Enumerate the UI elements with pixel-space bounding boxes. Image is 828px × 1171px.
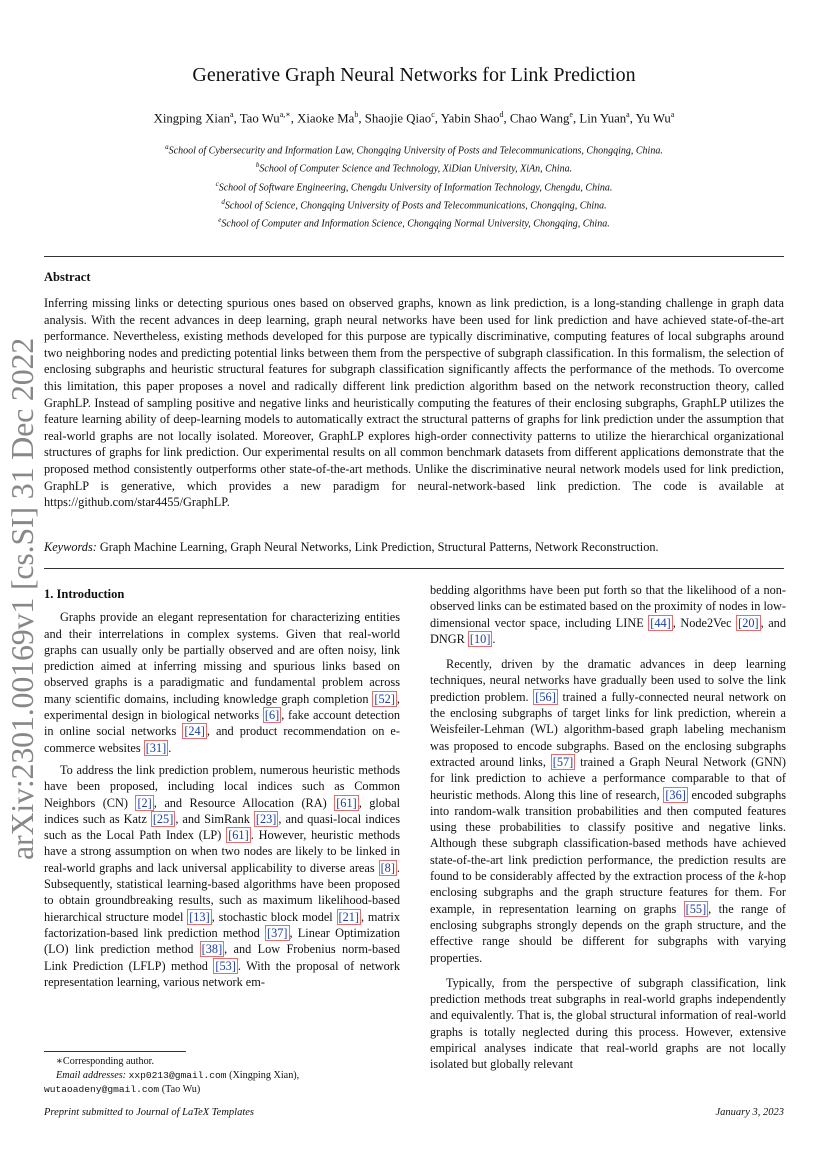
keywords-text: Graph Machine Learning, Graph Neural Networks, Link Prediction, Structural Patterns, Network Reconstruction. bbox=[99, 540, 659, 554]
text-run: , Node2Vec bbox=[672, 615, 737, 630]
abstract-heading: Abstract bbox=[44, 270, 91, 284]
affiliation-text: School of Computer Science and Technology, XiDian University, XiAn, China. bbox=[259, 163, 573, 175]
affiliation-mark: d bbox=[221, 197, 225, 206]
email-label: Email addresses: bbox=[56, 1070, 127, 1081]
citation-link[interactable]: [37] bbox=[267, 925, 288, 940]
paragraph bbox=[430, 656, 786, 966]
citation-link[interactable]: [55] bbox=[685, 901, 707, 916]
citation-link[interactable]: [53] bbox=[215, 958, 236, 973]
text-run: Graphs provide an elegant representation for characterizing entities and their interrelations in complex systems. Given that real-world graphs can usually only be partially observed and are often noisy, link prediction aimed at inferring missing and spurious links based on observed graphs is a paradigmatic and fundamental problem across many scientific domains, including knowledge graph completion bbox=[44, 610, 400, 706]
text-run: , matrix factorization-based link prediction method bbox=[44, 909, 400, 940]
left-paragraphs bbox=[44, 609, 400, 990]
citation-link[interactable]: [44] bbox=[650, 615, 671, 630]
text-run: -hop enclosing subgraphs and the graph structure features for them. For example, in representation learning on graphs bbox=[430, 869, 786, 916]
abstract-bottom-rule bbox=[44, 568, 784, 569]
email-link-1[interactable]: xxp0213@gmail.com bbox=[128, 1070, 227, 1081]
math-variable: k bbox=[757, 869, 764, 884]
author-name: Xingping Xian bbox=[153, 111, 231, 126]
affiliation-mark: c bbox=[215, 179, 219, 188]
author-name: Yu Wu bbox=[635, 111, 671, 126]
footnote bbox=[44, 1055, 404, 1097]
affiliation-text: School of Science, Chongqing University of Posts and Telecommunications, Chongqing, China. bbox=[224, 200, 607, 212]
text-run: , the range of enclosing subgraphs strongly depends on the graph structure, and the effective range should be different for subgraphs with varying properties. bbox=[430, 901, 786, 965]
affiliation-mark: e bbox=[218, 216, 222, 225]
right-paragraphs bbox=[430, 582, 786, 1073]
author-list: Xingping Xian$^a$, Tao $Wu^{a,∗}$, Xiaoke Ma$^b$, Shaojie Qiao$^c$, Yabin Shao$^d$, Chao Wang$^e$, Lin Yuan$^a$, Yu Wu$^a$ bbox=[153, 110, 675, 126]
text-run: . Subsequently, statistical learning-based algorithms have been proposed to obtain groundbreaking results, such as maximum likelihood-based hierarchical structure model bbox=[44, 860, 400, 924]
text-run: trained a fully-connected neural network on the enclosing subgraphs of target links for link prediction, wherein a Weisfeiler-Lehman (WL) algorithm-based graph labeling mechanism was proposed to encode subgraphs. Based on the enclosing subgraphs extracted around links, bbox=[430, 689, 786, 769]
text-run: To address the link prediction problem, numerous heuristic methods have been proposed, including local indices such as Common Neighbors (CN) bbox=[44, 762, 400, 810]
affiliation bbox=[60, 195, 768, 213]
author-name: Yabin Shao bbox=[440, 111, 500, 126]
citation-link[interactable]: [6] bbox=[264, 708, 280, 723]
abstract-text: Inferring missing links or detecting spurious ones based on observed graphs, known as link prediction, is a long-standing challenge in graph data analysis. With the recent advances in deep learning, graph neural networks have been used for link prediction and have achieved state-of-the-art performance. Nevertheless, existing methods developed for this purpose are typically discriminative, computing features of local subgraphs around two neighboring nodes and predicting potential links between them from the perspective of subgraph classification. In this formalism, the selection of enclosing subgraphs and heuristic structural features for subgraph classification significantly affects the performance of the methods. To overcome this limitation, this paper proposes a novel and radically different link prediction algorithm based on the network reconstruction theory, called GraphLP. Instead of sampling positive and negative links and heuristically computing the features of their enclosing subgraphs, GraphLP utilizes the feature learning ability of deep-learning models to automatically extract the structural patterns of graphs for link prediction under the assumption that real-world graphs are not locally isolated. Moreover, GraphLP explores high-order connectivity patterns to utilize the hierarchical organizational structures of graphs for link prediction. Our experimental results on all common benchmark datasets from different applications demonstrate that the proposed method consistently outperforms other state-of-the-art methods. Unlike the discriminative neural network models used for link prediction, GraphLP is generative, which provides a new paradigm for neural-network-based link prediction. The code is available at https://github.com/star4455/GraphLP. bbox=[44, 296, 784, 510]
author-name: Tao Wu bbox=[239, 111, 280, 126]
abstract-top-rule bbox=[44, 256, 784, 257]
citation-link[interactable]: [61] bbox=[228, 828, 249, 843]
author-affiliation-mark: a,∗ bbox=[279, 110, 291, 119]
affiliation-list bbox=[60, 140, 768, 232]
author-affiliation-mark: c bbox=[431, 110, 435, 119]
affiliation-text: School of Cybersecurity and Information Law, Chongqing University of Posts and Telecommunications, Chongqing, China. bbox=[168, 145, 663, 157]
paragraph bbox=[44, 762, 400, 990]
citation-link[interactable]: [36] bbox=[665, 787, 686, 802]
citation-link[interactable]: [57] bbox=[552, 754, 574, 769]
text-run: , and SimRank bbox=[175, 811, 254, 826]
text-run: . bbox=[492, 631, 496, 646]
text-run: . However, heuristic methods have a strong assumption on when two nodes are likely to be linked in real-world graphs and lack universal applicability to diverse areas bbox=[44, 828, 400, 875]
citation-link[interactable]: [21] bbox=[338, 909, 360, 924]
keywords-label: Keywords: bbox=[44, 540, 97, 554]
citation-link[interactable]: [10] bbox=[469, 631, 491, 646]
left-column bbox=[44, 582, 400, 990]
text-run: encoded subgraphs into random-walk transition probabilities and then computed features using these probabilities to classify positive and negative links. Although these subgraph classification-based methods have achieved state-of-the-art link prediction performance, the prediction results are found to be considerably affected by the extraction process of the bbox=[430, 787, 787, 884]
author-affiliation-mark: d bbox=[499, 110, 504, 119]
citation-link[interactable]: [2] bbox=[137, 795, 152, 810]
right-column bbox=[430, 582, 786, 1073]
author-name: Lin Yuan bbox=[579, 111, 627, 126]
text-run: , and Resource Allocation (RA) bbox=[153, 795, 335, 810]
text-run: , experimental design in biological networks bbox=[44, 691, 400, 723]
text-run: , Linear Optimization (LO) link prediction method bbox=[44, 925, 400, 957]
email-name-1: (Xingping Xian), bbox=[229, 1070, 300, 1081]
affiliation-mark: a bbox=[165, 143, 169, 151]
author-affiliation-mark: a bbox=[670, 110, 675, 119]
affiliation bbox=[60, 158, 768, 176]
keywords-line bbox=[44, 540, 784, 555]
footer-journal: Preprint submitted to Journal of LaTeX Templates bbox=[44, 1107, 255, 1118]
email-link-2[interactable]: wutaoadeny@gmail.com bbox=[44, 1084, 160, 1095]
corresponding-author-note: ∗Corresponding author. bbox=[56, 1056, 155, 1067]
paragraph bbox=[430, 975, 786, 1073]
text-run: , fake account detection in online social networks bbox=[44, 708, 401, 739]
text-run: , and product recommendation on e-commerce websites bbox=[44, 724, 400, 755]
citation-link[interactable]: [31] bbox=[145, 740, 167, 755]
footer-date: January 3, 2023 bbox=[715, 1107, 784, 1118]
paragraph bbox=[430, 582, 786, 647]
author-affiliation-mark: b bbox=[354, 110, 359, 119]
text-run: Typically, from the perspective of subgraph classification, link prediction methods treat subgraphs in real-world graphs independently and equivalently. That is, the global structural information of real-world graphs is totally neglected during this process. However, extensive empirical analyses indicate that real-world graphs are not locally isolated but globally relevant bbox=[430, 975, 786, 1072]
section-heading: 1. Introduction bbox=[44, 587, 125, 601]
paragraph bbox=[44, 609, 400, 756]
text-run: bedding algorithms have been put forth so that the likelihood of a non-observed links can be estimated based on the proximity of nodes in low-dimensional vector space, including LINE bbox=[430, 583, 786, 630]
text-run: , global indices such as Katz bbox=[44, 795, 400, 826]
text-run: Recently, driven by the dramatic advances in deep learning techniques, neural networks have gradually been used to solve the link prediction problem. bbox=[430, 657, 786, 704]
text-run: , and quasi-local indices such as the Local Path Index (LP) bbox=[44, 811, 400, 843]
text-run: , and DNGR bbox=[430, 615, 786, 646]
citation-link[interactable]: [23] bbox=[255, 811, 277, 826]
author-name: Xiaoke Ma bbox=[297, 111, 355, 126]
affiliation-text: School of Computer and Information Science, Chongqing Normal University, Chongqing, China. bbox=[221, 218, 610, 230]
affiliation bbox=[60, 177, 768, 195]
text-run: , and Low Frobenius norm-based Link Prediction (LFLP) method bbox=[44, 942, 400, 973]
affiliation-text: School of Software Engineering, Chengdu University of Information Technology, Chengdu, China. bbox=[218, 181, 613, 193]
citation-link[interactable]: [24] bbox=[184, 724, 205, 739]
citation-link[interactable]: [52] bbox=[374, 691, 395, 706]
text-run: , stochastic block model bbox=[211, 909, 337, 924]
author-affiliation-mark: a bbox=[626, 110, 630, 119]
citation-link[interactable]: [13] bbox=[189, 909, 210, 924]
citation-link[interactable]: [56] bbox=[535, 689, 556, 704]
footnote-rule bbox=[44, 1051, 186, 1052]
text-run: . With the proposal of network representation learning, various network em- bbox=[44, 958, 401, 989]
author-name: Shaojie Qiao bbox=[364, 111, 432, 126]
text-run: . bbox=[168, 740, 172, 755]
citation-link[interactable]: [25] bbox=[152, 811, 174, 826]
author-affiliation-mark: e bbox=[569, 110, 573, 119]
affiliation bbox=[60, 213, 768, 231]
email-name-2: (Tao Wu) bbox=[161, 1084, 201, 1095]
citation-link[interactable]: [8] bbox=[380, 860, 395, 875]
affiliation-mark: b bbox=[255, 161, 260, 170]
author-affiliation-mark: a bbox=[230, 110, 234, 119]
text-run: trained a Graph Neural Network (GNN) for link prediction to achieve a performance comparable to that of heuristic methods. Along this line of research, bbox=[430, 754, 786, 802]
paper-title: Generative Graph Neural Networks for Link Prediction bbox=[192, 64, 636, 86]
arxiv-stamp: arXiv:2301.00169v1 [cs.SI] 31 Dec 2022 bbox=[4, 337, 40, 860]
citation-link[interactable]: [61] bbox=[336, 795, 357, 810]
citation-link[interactable]: [38] bbox=[201, 942, 223, 957]
author-name: Chao Wang bbox=[509, 111, 570, 126]
affiliation bbox=[60, 140, 768, 158]
citation-link[interactable]: [20] bbox=[738, 615, 759, 630]
